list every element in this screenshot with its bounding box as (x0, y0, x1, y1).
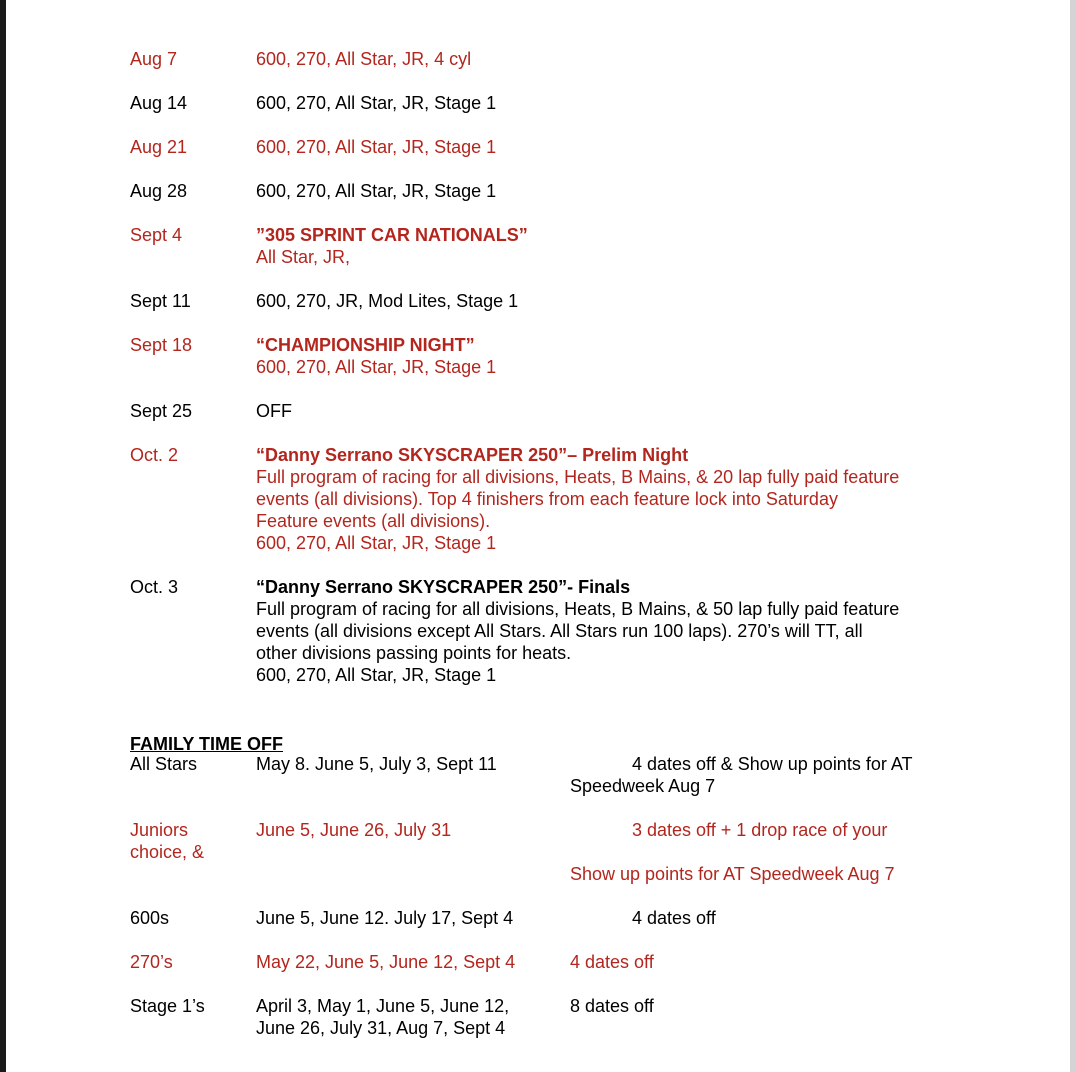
schedule-event-block (256, 334, 956, 378)
schedule-classes: OFF (256, 401, 292, 421)
division-name-line: Juniors (130, 820, 189, 840)
event-description-line: Full program of racing for all divisions, Heats, B Mains, & 20 lap fully paid feature (256, 467, 900, 487)
schedule-classes: All Star, JR, (256, 247, 351, 267)
division-name-line: choice, & (130, 842, 205, 862)
event-title: “Danny Serrano SKYSCRAPER 250”- Finals (256, 577, 631, 597)
schedule-date: Aug 14 (130, 93, 188, 113)
time-off-note-line: Speedweek Aug 7 (570, 776, 716, 796)
schedule-event-block (256, 444, 956, 554)
division-name: 600s (130, 908, 170, 928)
time-off-note-line: 4 dates off & Show up points for AT (632, 754, 913, 774)
event-description-line: events (all divisions). Top 4 finishers from each feature lock into Saturday (256, 489, 838, 509)
division-name: Stage 1’s (130, 996, 205, 1016)
event-title: ”305 SPRINT CAR NATIONALS” (256, 225, 528, 245)
schedule-classes: 600, 270, All Star, JR, Stage 1 (256, 137, 497, 157)
time-off-note-line: Show up points for AT Speedweek Aug 7 (570, 864, 895, 884)
time-off-note: 4 dates off (570, 952, 654, 972)
dates-off: June 5, June 12. July 17, Sept 4 (256, 908, 514, 928)
time-off-note (570, 907, 970, 929)
family-time-off-heading: FAMILY TIME OFF (130, 734, 284, 754)
event-title: “CHAMPIONSHIP NIGHT” (256, 335, 475, 355)
event-description-line: events (all divisions except All Stars. All Stars run 100 laps). 270’s will TT, all (256, 621, 863, 641)
schedule-classes: 600, 270, All Star, JR, Stage 1 (256, 181, 497, 201)
event-title: “Danny Serrano SKYSCRAPER 250”– Prelim Night (256, 445, 689, 465)
dates-off-line: June 26, July 31, Aug 7, Sept 4 (256, 1018, 506, 1038)
window-right-edge (1070, 0, 1076, 1072)
dates-off: May 22, June 5, June 12, Sept 4 (256, 952, 516, 972)
time-off-note: 8 dates off (570, 996, 654, 1016)
dates-off: May 8. June 5, July 3, Sept 11 (256, 754, 497, 774)
schedule-date: Sept 18 (130, 335, 193, 355)
schedule-date: Oct. 2 (130, 445, 179, 465)
schedule-date: Aug 21 (130, 137, 188, 157)
schedule-classes: 600, 270, All Star, JR, Stage 1 (256, 665, 497, 685)
time-off-note (570, 753, 970, 797)
event-description-line: Full program of racing for all divisions, Heats, B Mains, & 50 lap fully paid feature (256, 599, 900, 619)
dates-off-line: April 3, May 1, June 5, June 12, (256, 996, 510, 1016)
dates-off (256, 995, 556, 1039)
division-name: 270’s (130, 952, 173, 972)
time-off-note (570, 819, 970, 885)
schedule-classes: 600, 270, JR, Mod Lites, Stage 1 (256, 291, 519, 311)
schedule-event-block (256, 224, 956, 268)
event-description-line: other divisions passing points for heats. (256, 643, 572, 663)
schedule-date: Oct. 3 (130, 577, 179, 597)
schedule-classes: 600, 270, All Star, JR, Stage 1 (256, 533, 497, 553)
division-name (130, 819, 250, 863)
schedule-date: Sept 4 (130, 225, 183, 245)
time-off-note-line: 4 dates off (632, 908, 716, 928)
document-page (6, 0, 1070, 1072)
division-name: All Stars (130, 754, 198, 774)
schedule-event-block (256, 576, 956, 686)
dates-off: June 5, June 26, July 31 (256, 820, 452, 840)
schedule-classes: 600, 270, All Star, JR, Stage 1 (256, 357, 497, 377)
event-description-line: Feature events (all divisions). (256, 511, 491, 531)
schedule-date: Aug 28 (130, 181, 188, 201)
schedule-date: Sept 25 (130, 401, 193, 421)
schedule-date: Aug 7 (130, 49, 178, 69)
time-off-note-line: 3 dates off + 1 drop race of your (632, 820, 888, 840)
schedule-date: Sept 11 (130, 291, 191, 311)
schedule-classes: 600, 270, All Star, JR, Stage 1 (256, 93, 497, 113)
schedule-classes: 600, 270, All Star, JR, 4 cyl (256, 49, 472, 69)
